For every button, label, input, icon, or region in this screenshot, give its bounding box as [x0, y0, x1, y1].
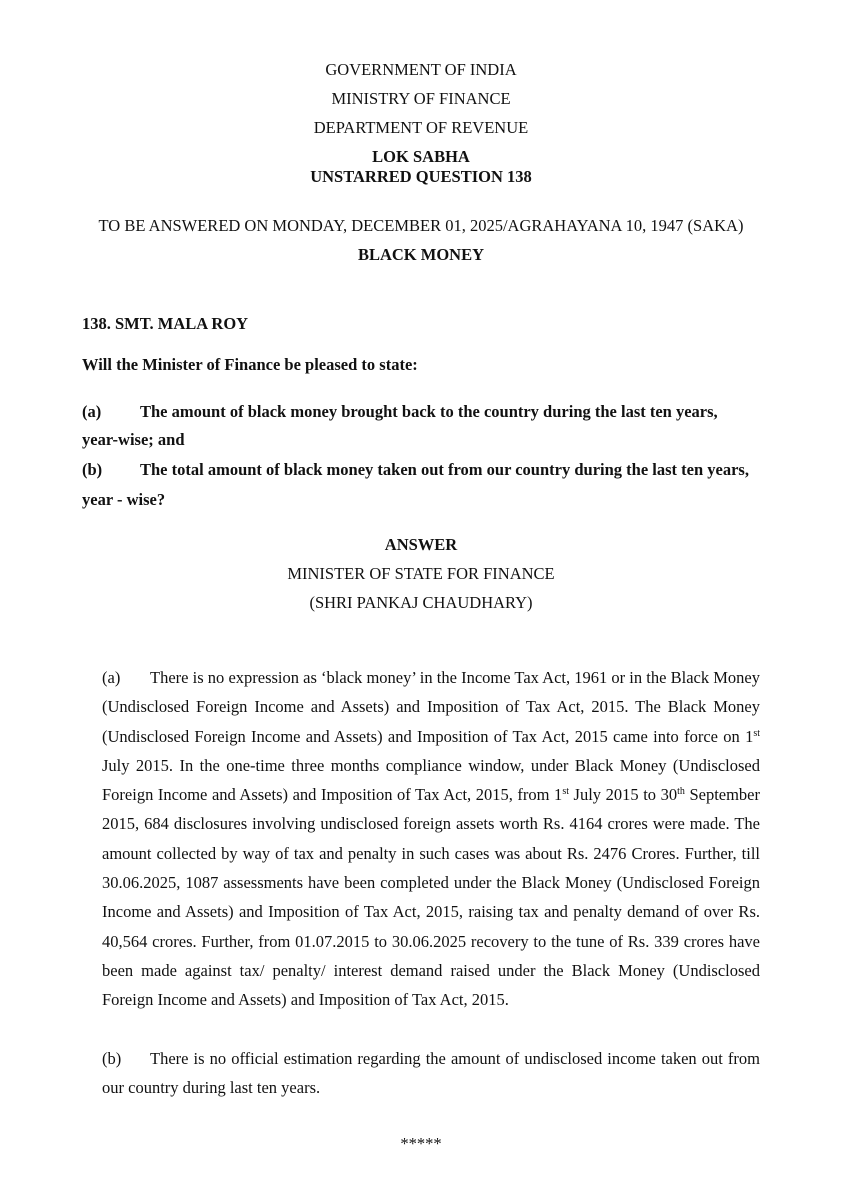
end-mark: ***** — [400, 1134, 442, 1153]
header-question-type: UNSTARRED QUESTION 138 — [310, 167, 532, 186]
header-subject: BLACK MONEY — [357, 245, 485, 264]
question-b-line1: (b) The total amount of black money taken out from our country during the last ten years, — [82, 460, 749, 479]
question-a-label: (a) — [82, 402, 102, 421]
question-a-line2: year-wise; and — [82, 430, 185, 449]
header-government: GOVERNMENT OF INDIA — [325, 60, 517, 79]
answer-b-label: (b) — [102, 1049, 122, 1068]
answer-heading: ANSWER — [384, 535, 458, 554]
question-member: 138. SMT. MALA ROY — [82, 314, 249, 333]
question-intro: Will the Minister of Finance be pleased to state: — [82, 355, 418, 374]
answer-a-label: (a) — [102, 668, 121, 687]
header-ministry: MINISTRY OF FINANCE — [331, 89, 511, 108]
header-answer-date: TO BE ANSWERED ON MONDAY, DECEMBER 01, 2025/AGRAHAYANA 10, 1947 (SAKA) — [98, 216, 744, 235]
answer-minister: MINISTER OF STATE FOR FINANCE — [287, 564, 555, 583]
answer-part-b: (b) There is no official estimation regarding the amount of undisclosed income taken out from our country during last ten years. — [102, 1044, 760, 1103]
header-department: DEPARTMENT OF REVENUE — [313, 118, 529, 137]
question-b-label: (b) — [82, 460, 103, 479]
answer-part-a: (a) There is no expression as ‘black money’ in the Income Tax Act, 1961 or in the Black Money (Undisclosed Foreign Income and Assets) and Imposition of Tax Act, 2015. The Black Money (Undisclosed Foreign Income and Assets) and Imposition of Tax Act, 2015 came into force on 1st July 2015. In the one-time three months compliance window, under Black Money (Undisclosed Foreign Income and Assets) and Imposition of Tax Act, 2015, from 1st July 2015 to 30th September 2015, 684 disclosures involving undisclosed foreign assets worth Rs. 4164 crores were made. The amount collected by way of tax and penalty in such cases was about Rs. 2476 Crores. Further, till 30.06.2025, 1087 assessments have been completed under the Black Money (Undisclosed Foreign Income and Assets) and Imposition of Tax Act, 2015, raising tax and penalty demand of over Rs. 40,564 crores. Further, from 01.07.2015 to 30.06.2025 recovery to the tune of Rs. 339 crores have been made against tax/ penalty/ interest demand raised under the Black Money (Undisclosed Foreign Income and Assets) and Imposition of Tax Act, 2015. — [102, 663, 760, 1015]
question-b-line2: year - wise? — [82, 490, 166, 509]
answer-minister-name: (SHRI PANKAJ CHAUDHARY) — [309, 593, 533, 612]
header-house: LOK SABHA — [372, 147, 470, 166]
question-a-line1: (a) The amount of black money brought back to the country during the last ten years, — [82, 402, 718, 421]
